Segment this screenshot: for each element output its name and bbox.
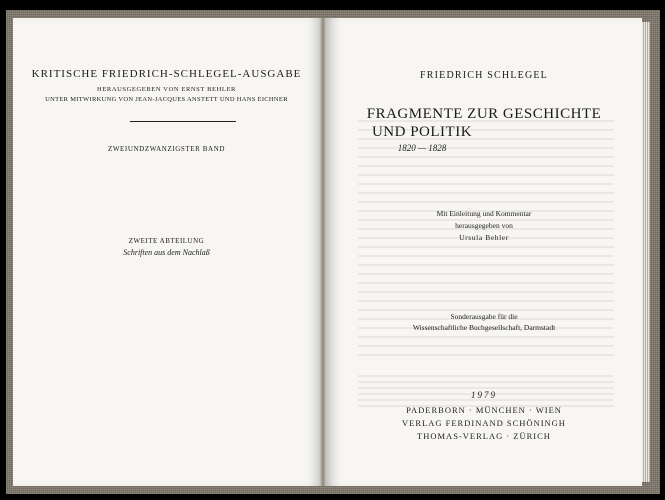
page-edges	[642, 22, 650, 482]
section-subtitle: Schriften aus dem Nachlaß	[123, 248, 210, 257]
section-label: ZWEITE ABTEILUNG	[128, 237, 205, 245]
publication-year: 1979	[471, 390, 497, 400]
collaborators-line: UNTER MITWIRKUNG VON JEAN-JACQUES ANSTETT UND HANS EICHNER	[45, 96, 288, 103]
publisher-cities: PADERBORN · MÜNCHEN · WIEN	[406, 405, 562, 415]
volume-label: ZWEIUNDZWANZIGSTER BAND	[107, 145, 226, 153]
book-title-line1: FRAGMENTE ZUR GESCHICHTE	[366, 106, 602, 122]
intro-line: Mit Einleitung und Kommentar	[436, 209, 532, 218]
publisher-name: VERLAG FERDINAND SCHÖNINGH	[402, 418, 566, 428]
publisher-secondary: THOMAS-VERLAG · ZÜRICH	[417, 431, 551, 441]
series-title: KRITISCHE FRIEDRICH-SCHLEGEL-AUSGABE	[31, 68, 302, 80]
book-years: 1820 — 1828	[397, 143, 447, 153]
special-edition-line1: Sonderausgabe für die	[450, 312, 518, 321]
editor-by-line: herausgegeben von	[455, 221, 513, 230]
editor-name: Ursula Behler	[459, 233, 509, 242]
author-name: FRIEDRICH SCHLEGEL	[420, 70, 548, 81]
special-edition-line2: Wissenschaftliche Buchgesellschaft, Darmstadt	[412, 323, 556, 332]
divider-rule	[130, 121, 236, 122]
book-title-line2: UND POLITIK	[371, 124, 473, 140]
editor-line: HERAUSGEGEBEN VON ERNST BEHLER	[97, 86, 236, 93]
